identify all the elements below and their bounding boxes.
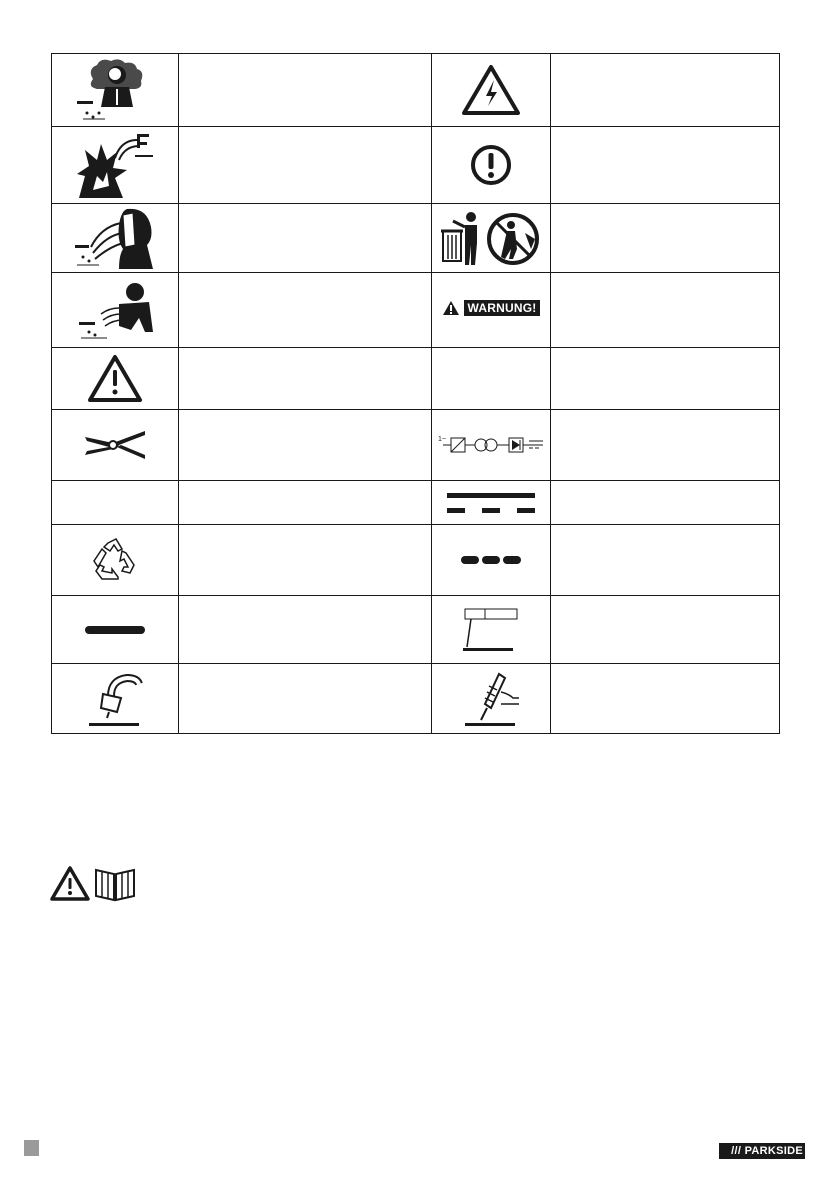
table-cell <box>432 481 551 525</box>
symbols-table <box>51 53 780 734</box>
table-cell <box>52 204 179 273</box>
table-cell <box>52 525 179 596</box>
warning-triangle-icon <box>442 300 460 316</box>
table-cell <box>432 273 551 348</box>
page-marker <box>24 1140 39 1156</box>
table-cell <box>52 54 179 127</box>
table-row <box>52 664 780 734</box>
arc-radiation-face-shield-icon <box>73 205 157 271</box>
explosion-fire-icon <box>75 130 155 200</box>
brand-logo: /// PARKSIDE <box>719 1143 805 1159</box>
warning-triangle-icon <box>87 354 143 404</box>
safety-instructions-icons <box>50 866 136 902</box>
warning-label-text: WARNUNG! <box>464 300 541 316</box>
table-row <box>52 596 780 664</box>
table-cell <box>551 481 780 525</box>
table-cell <box>551 525 780 596</box>
table-cell <box>52 664 179 734</box>
table-cell <box>551 348 780 410</box>
weld-symbol-icon <box>461 605 521 655</box>
electrode-holder-icon <box>463 670 519 728</box>
manual-book-icon <box>94 866 136 902</box>
recycling-icon <box>90 537 140 583</box>
warning-triangle-icon <box>50 866 90 902</box>
table-row <box>52 273 780 348</box>
table-cell <box>179 481 432 525</box>
mig-torch-icon <box>87 670 143 728</box>
table-cell <box>52 410 179 481</box>
table-row <box>52 481 780 525</box>
electric-shock-icon <box>461 64 521 116</box>
disposal-recycling-icon <box>439 209 543 267</box>
table-cell <box>551 664 780 734</box>
table-cell <box>52 596 179 664</box>
table-row <box>52 410 780 481</box>
table-cell <box>551 273 780 348</box>
exclamation-circle-icon <box>469 143 513 187</box>
svg-text:1~: 1~ <box>438 436 446 443</box>
table-row <box>52 348 780 410</box>
table-cell <box>52 127 179 204</box>
table-cell <box>432 127 551 204</box>
table-row <box>52 525 780 596</box>
dashed-weld-icon <box>460 553 522 567</box>
direct-current-icon <box>446 491 536 515</box>
table-cell <box>179 54 432 127</box>
table-cell <box>52 273 179 348</box>
table-cell <box>179 525 432 596</box>
table-cell <box>551 204 780 273</box>
inverter-diagram-icon <box>437 433 545 457</box>
table-cell <box>432 596 551 664</box>
table-cell <box>432 525 551 596</box>
table-row <box>52 204 780 273</box>
table-row <box>52 54 780 127</box>
solid-weld-icon <box>83 624 147 636</box>
table-cell <box>551 596 780 664</box>
table-cell <box>52 348 179 410</box>
table-cell <box>432 348 551 410</box>
table-cell <box>551 410 780 481</box>
table-cell <box>179 273 432 348</box>
table-cell <box>179 127 432 204</box>
table-cell <box>432 204 551 273</box>
table-cell <box>52 481 179 525</box>
table-cell <box>551 54 780 127</box>
table-cell <box>179 410 432 481</box>
table-row <box>52 127 780 204</box>
warning-label-icon <box>442 300 541 316</box>
table-cell <box>179 204 432 273</box>
table-cell <box>551 127 780 204</box>
table-cell <box>432 664 551 734</box>
table-cell <box>432 410 551 481</box>
welding-sparks-body-icon <box>75 280 155 340</box>
welding-fumes-icon <box>75 57 155 123</box>
table-cell <box>179 664 432 734</box>
table-cell <box>179 348 432 410</box>
earth-clamp-icon <box>83 429 147 461</box>
table-cell <box>432 54 551 127</box>
table-cell <box>179 596 432 664</box>
